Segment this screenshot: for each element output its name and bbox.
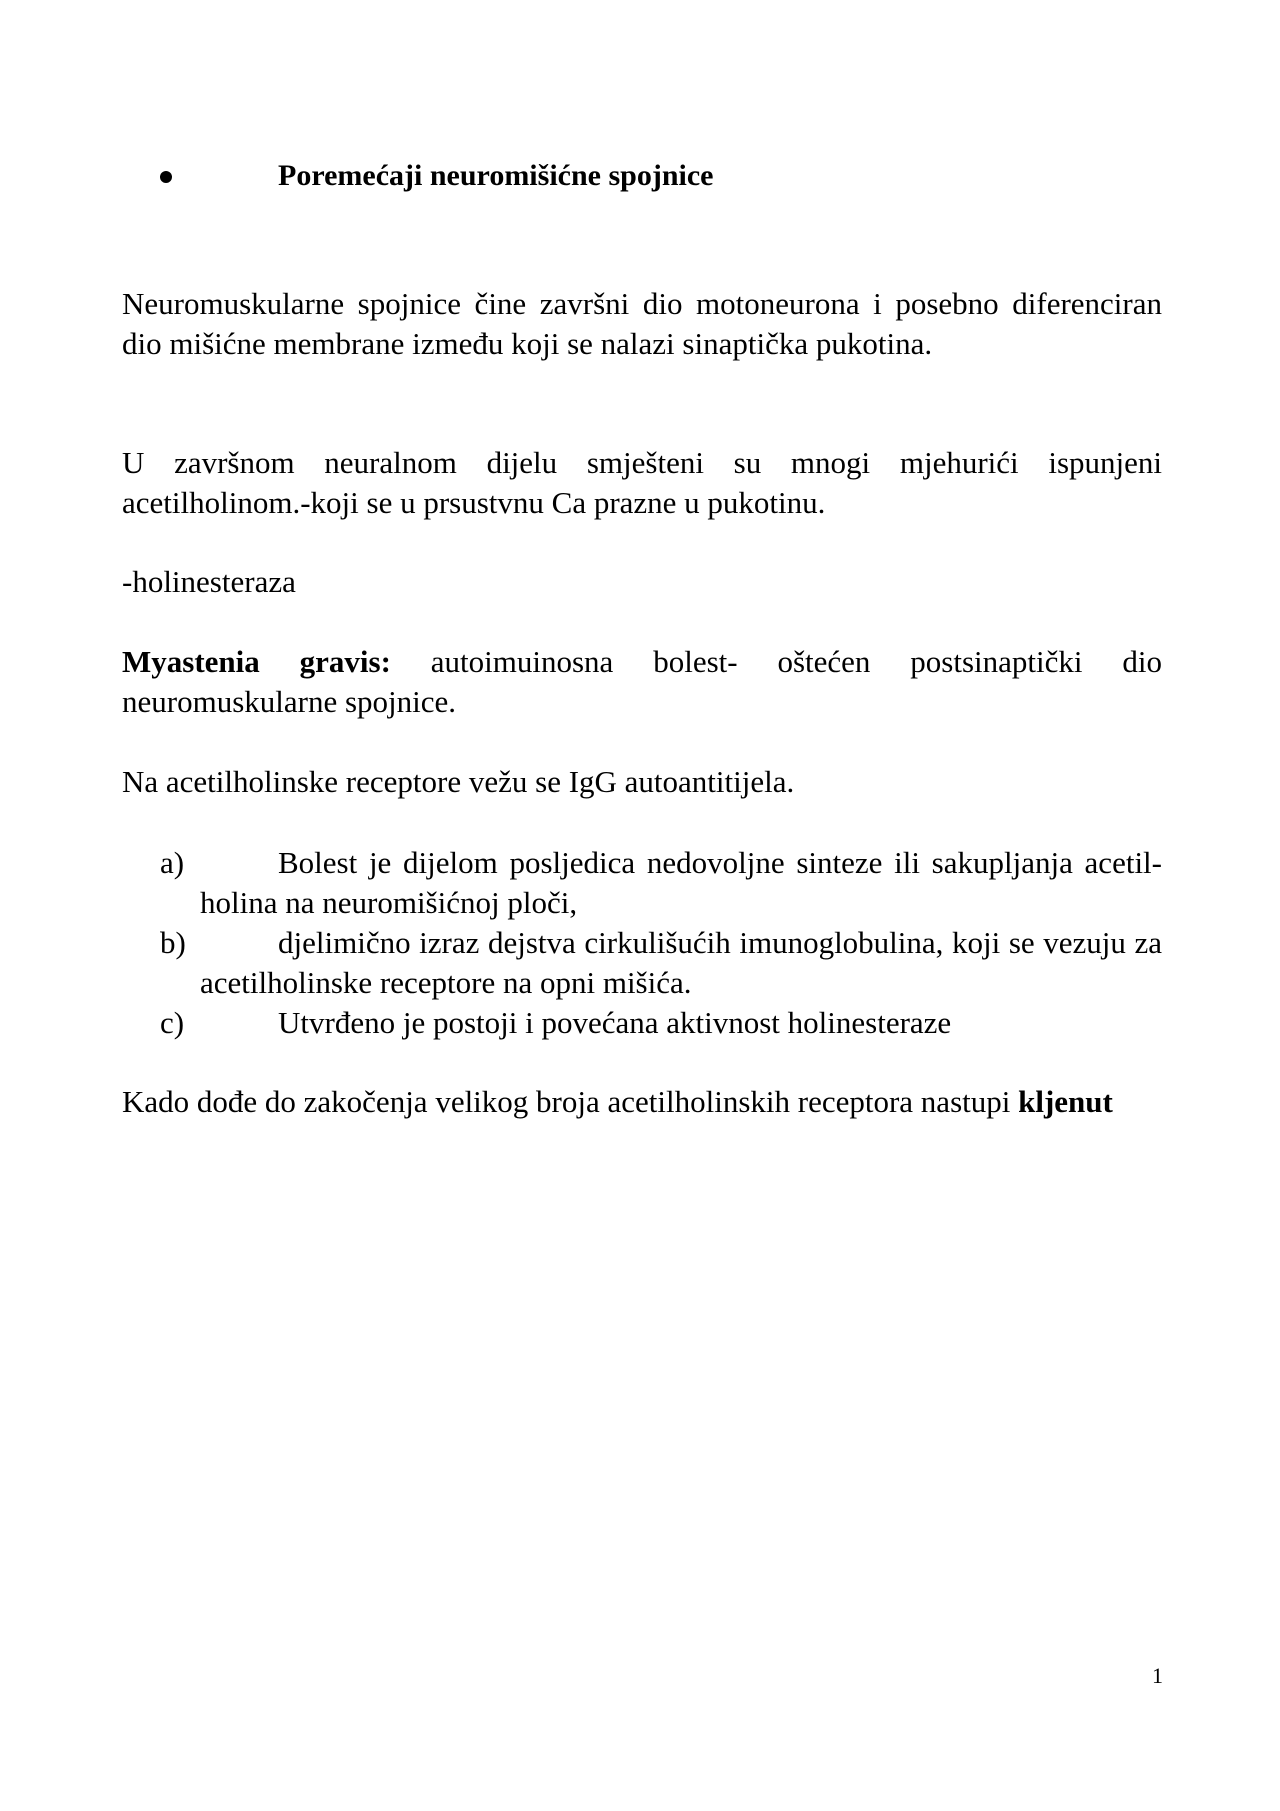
- paragraph-myastenia: [122, 642, 1162, 722]
- list-item: [160, 843, 1162, 923]
- list-item: [160, 923, 1162, 1003]
- list-marker: b): [160, 925, 186, 960]
- bullet-dot-icon: [160, 171, 172, 183]
- paragraph-conclusion: [122, 1082, 1162, 1122]
- list-item: [160, 1003, 1162, 1043]
- cause-list: [160, 843, 1162, 1043]
- paragraph-vesicles: U završnom neuralnom dijelu smješteni su mnogi mjehurići ispunjeni acetilholinom.-koji se u prsustvnu Ca prazne u pukotinu.: [122, 445, 1162, 520]
- list-marker: a): [160, 845, 185, 880]
- paragraph-antibodies: Na acetilholinske receptore vežu se IgG autoantitijela.: [122, 764, 795, 799]
- paragraph-myastenia-text: autoimuinosna bolest- oštećen postsinaptički dio neuromuskularne spojnice.: [122, 644, 1162, 719]
- term-myastenia-gravis: Myastenia gravis:: [122, 644, 391, 679]
- list-item-text: Utvrđeno je postoji i povećana aktivnost holinesteraze: [278, 1005, 952, 1040]
- page-number: 1: [1152, 1663, 1163, 1688]
- paragraph-intro: Neuromuskularne spojnice čine završni dio motoneurona i posebno diferenciran dio mišićne membrane između koji se nalazi sinaptička pukotina.: [122, 286, 1162, 361]
- paragraph-holinesteraza: -holinesteraza: [122, 564, 296, 599]
- list-item-text: Bolest je dijelom posljedica nedovoljne sinteze ili sakupljanja acetil-holina na neuromišićnoj ploči,: [200, 845, 1162, 920]
- term-kljenut: kljenut: [1018, 1084, 1113, 1119]
- list-marker: c): [160, 1005, 185, 1040]
- list-item-text: djelimično izraz dejstva cirkulišućih imunoglobulina, koji se vezuju za acetilholinske receptore na opni mišića.: [200, 925, 1162, 1000]
- paragraph-conclusion-text: Kado dođe do zakočenja velikog broja acetilholinskih receptora nastupi: [122, 1084, 1019, 1119]
- heading-title: Poremećaji neuromišićne spojnice: [278, 159, 714, 192]
